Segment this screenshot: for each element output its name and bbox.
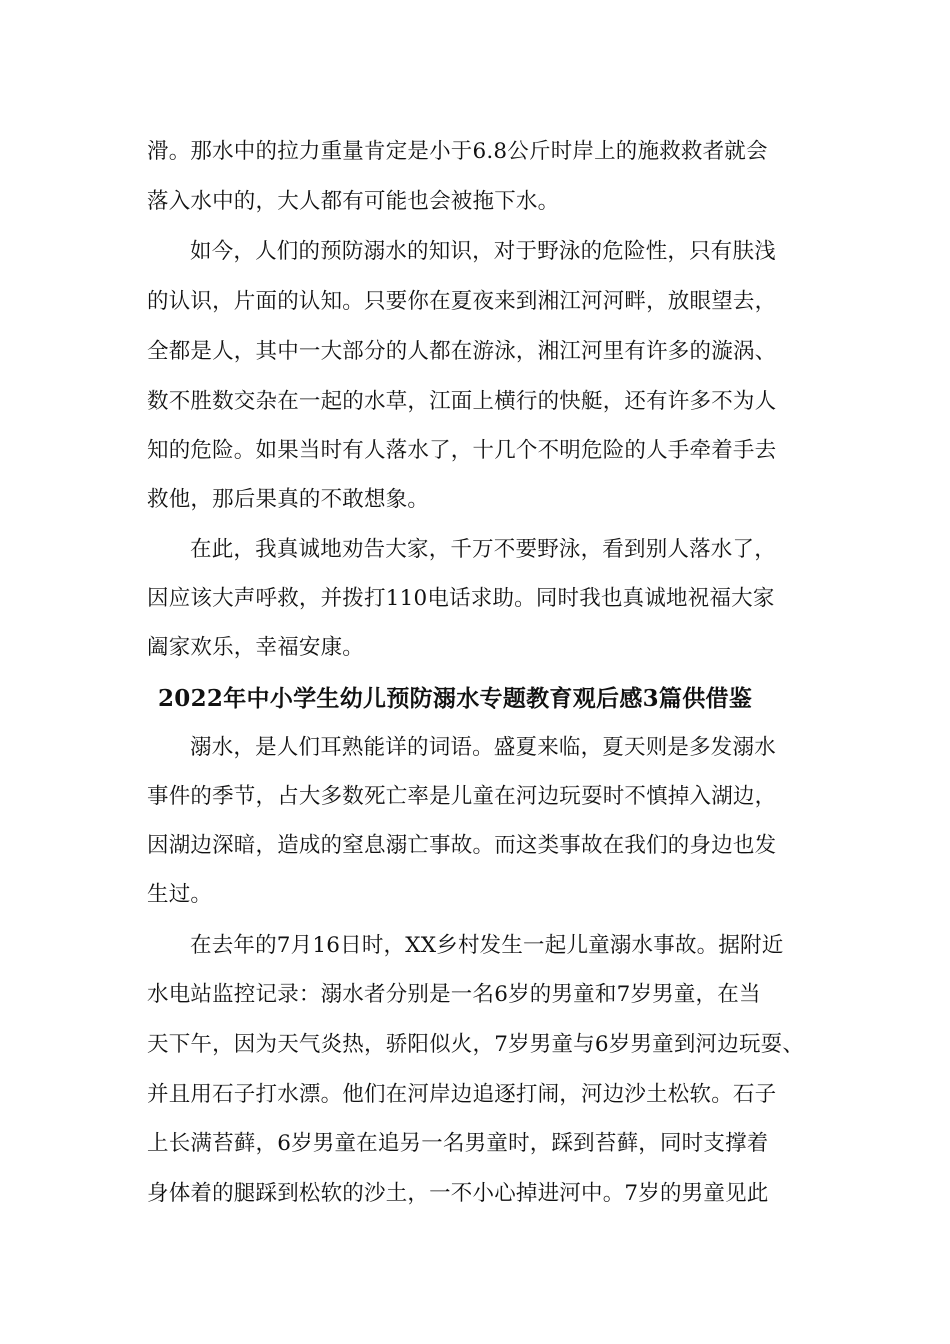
paragraph-line: 因应该大声呼救，并拨打110电话求助。同时我也真诚地祝福大家 <box>147 586 775 611</box>
paragraph-line: 知的危险。如果当时有人落水了，十几个不明危险的人手牵着手去 <box>147 438 777 463</box>
paragraph-line: 并且用石子打水漂。他们在河岸边追逐打闹，河边沙土松软。石子 <box>147 1082 777 1107</box>
paragraph-line: 上长满苔藓，6岁男童在追另一名男童时，踩到苔藓，同时支撑着 <box>147 1131 769 1156</box>
paragraph-line: 救他，那后果真的不敢想象。 <box>147 487 430 512</box>
paragraph-line: 数不胜数交杂在一起的水草，江面上横行的快艇，还有许多不为人 <box>147 389 777 414</box>
paragraph-line: 在此，我真诚地劝告大家，千万不要野泳，看到别人落水了， <box>190 537 776 562</box>
section-heading: 2022年中小学生幼儿预防溺水专题教育观后感3篇供借鉴 <box>158 685 753 712</box>
paragraph-line: 全都是人，其中一大部分的人都在游泳，湘江河里有许多的漩涡、 <box>147 339 777 364</box>
paragraph-line: 如今，人们的预防溺水的知识，对于野泳的危险性，只有肤浅 <box>190 239 776 264</box>
paragraph-line: 水电站监控记录：溺水者分别是一名6岁的男童和7岁男童，在当 <box>147 982 761 1007</box>
paragraph-line: 事件的季节，占大多数死亡率是儿童在河边玩耍时不慎掉入湖边， <box>147 784 777 809</box>
paragraph-line: 在去年的7月16日时，XX乡村发生一起儿童溺水事故。据附近 <box>190 933 784 958</box>
paragraph-line: 生过。 <box>147 882 213 907</box>
paragraph-line: 因湖边深暗，造成的窒息溺亡事故。而这类事故在我们的身边也发 <box>147 833 777 858</box>
paragraph-line: 的认识，片面的认知。只要你在夏夜来到湘江河河畔，放眼望去， <box>147 289 777 314</box>
paragraph-line: 溺水，是人们耳熟能详的词语。盛夏来临，夏天则是多发溺水 <box>190 735 776 760</box>
paragraph-line: 阖家欢乐，幸福安康。 <box>147 635 365 660</box>
paragraph-line: 天下午，因为天气炎热，骄阳似火，7岁男童与6岁男童到河边玩耍、 <box>147 1032 805 1057</box>
paragraph-line: 身体着的腿踩到松软的沙土，一不小心掉进河中。7岁的男童见此 <box>147 1181 769 1206</box>
paragraph-line: 落入水中的，大人都有可能也会被拖下水。 <box>147 189 560 214</box>
paragraph-line: 滑。那水中的拉力重量肯定是小于6.8公斤时岸上的施救救者就会 <box>147 139 768 164</box>
